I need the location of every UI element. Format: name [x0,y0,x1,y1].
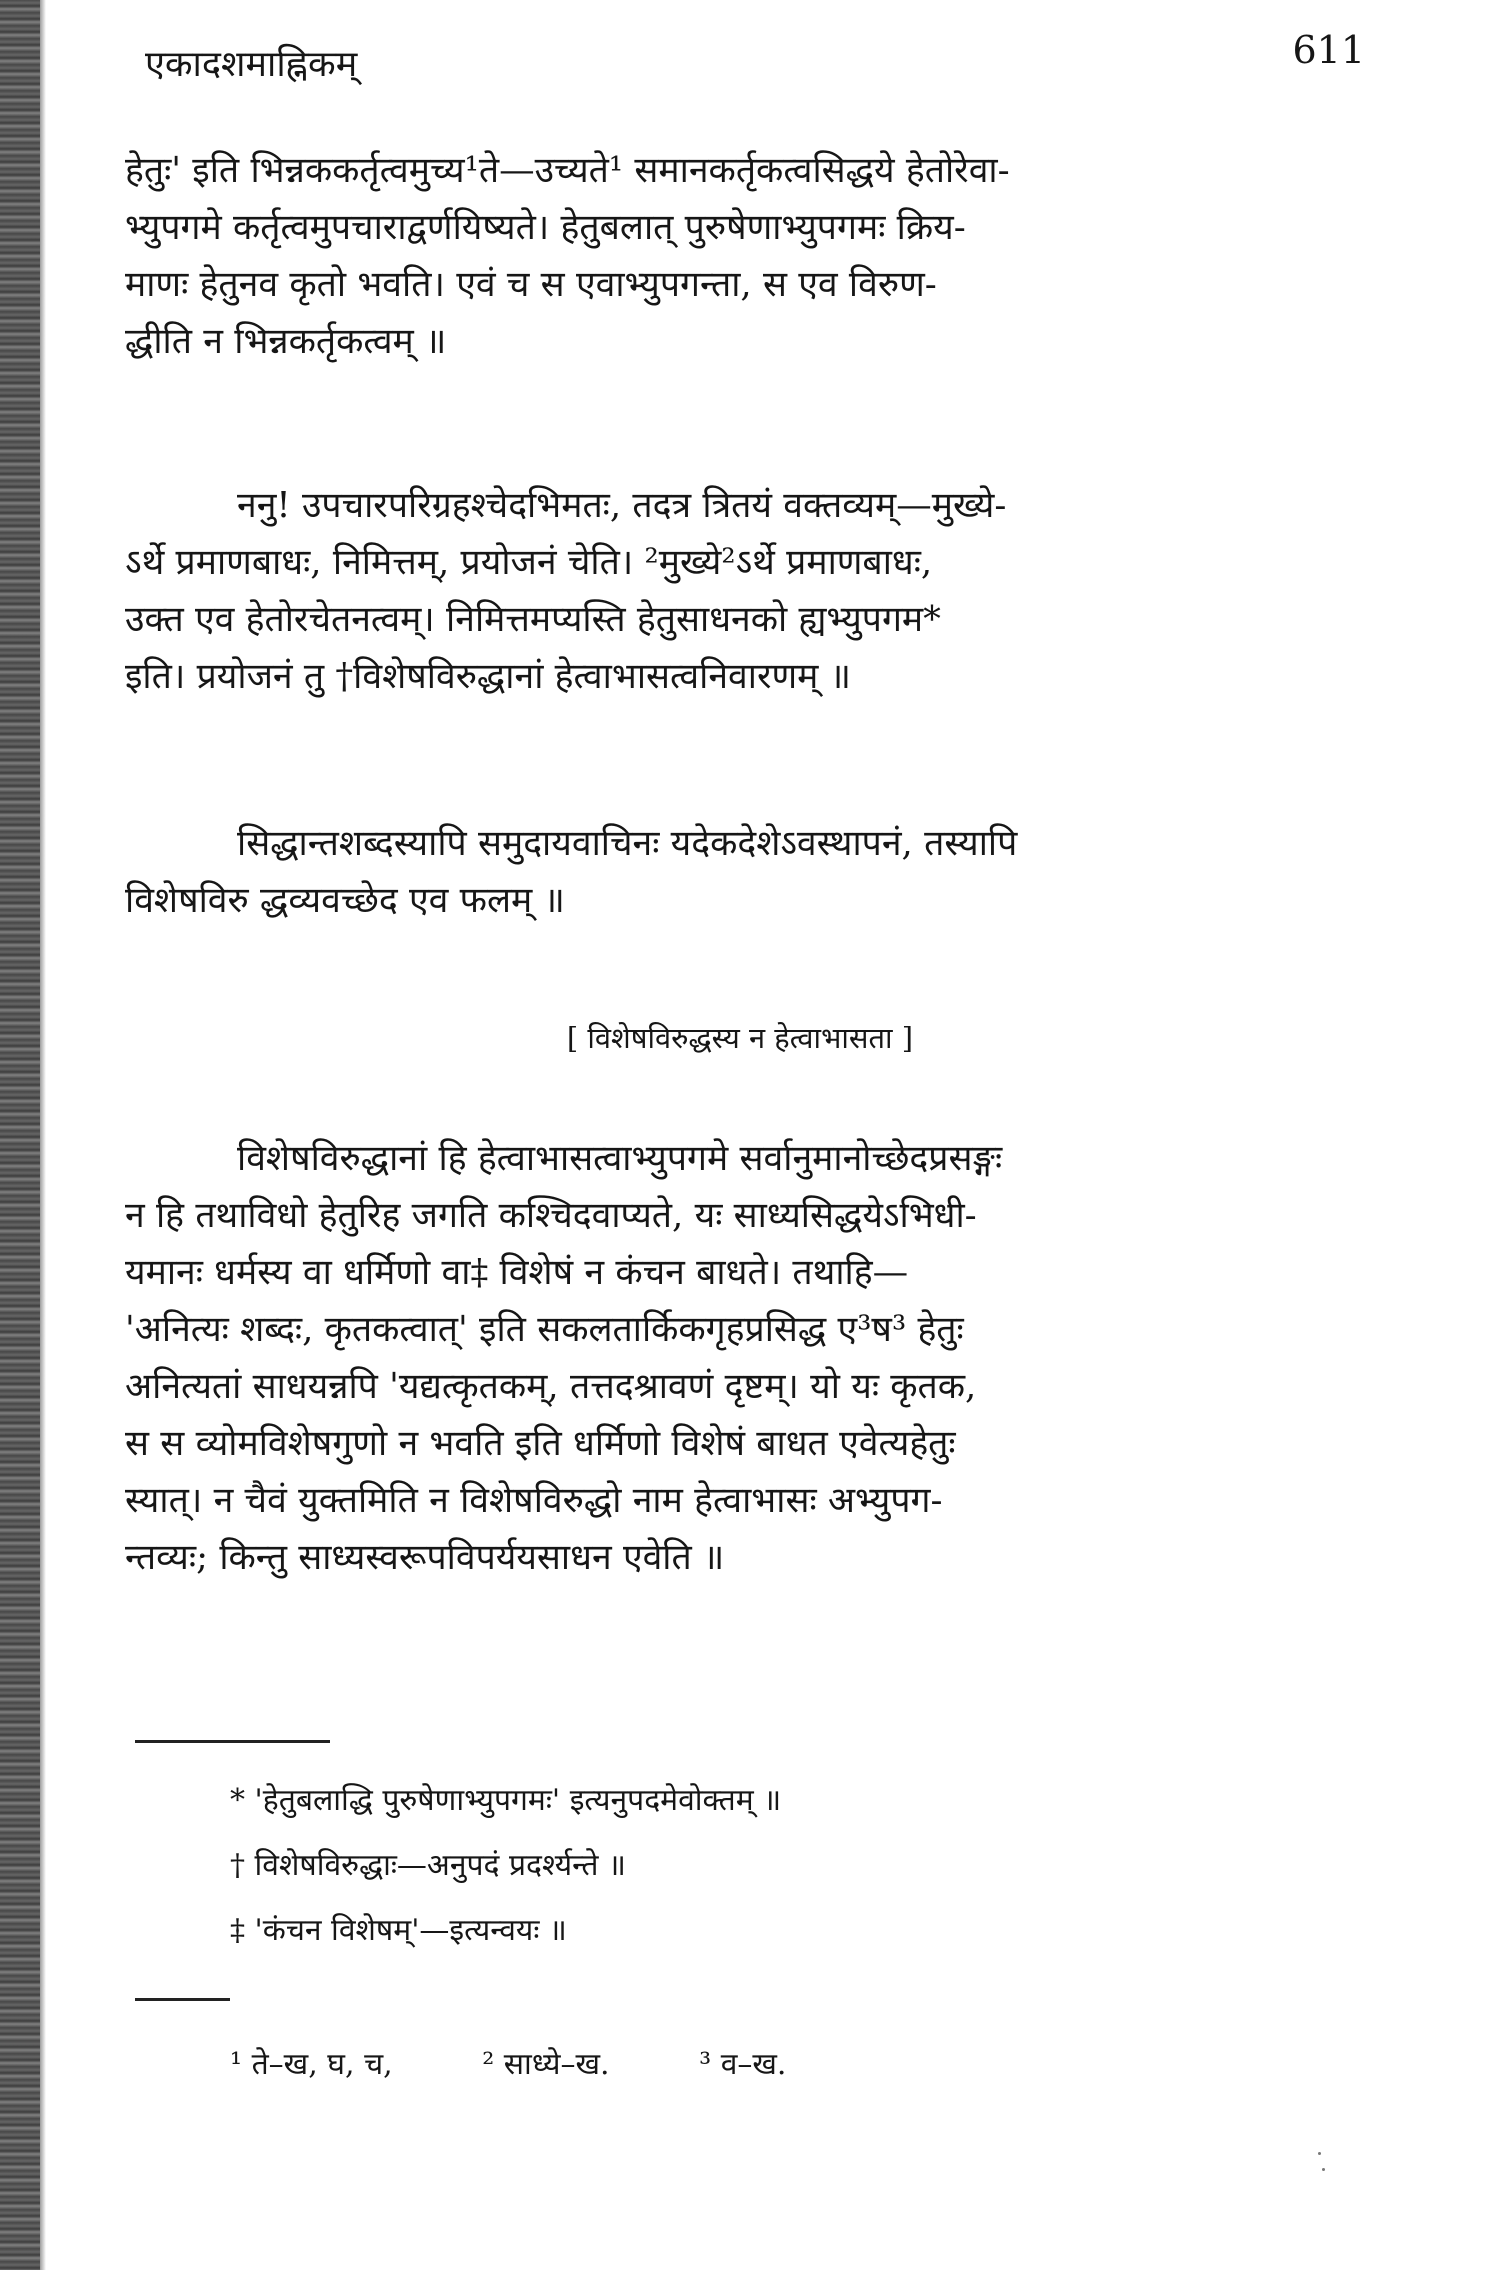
text-line: माणः हेतुनव कृतो भवति। एवं च स एवाभ्युपगन्ता, स एव विरुण- [125,264,937,305]
variant-reading-3: ³ व–ख. [699,2047,787,2082]
text-line: यमानः धर्मस्य वा धर्मिणो वा‡ विशेषं न कंचन बाधते। तथाहि— [125,1252,909,1293]
paragraph-3 [125,815,1355,929]
text-line: सिद्धान्तशब्दस्यापि समुदायवाचिनः यदेकदेशेऽवस्थापनं, तस्यापि [237,823,1018,864]
text-line: विशेषविरु द्धव्यवच्छेद एव फलम् ॥ [125,880,565,921]
paragraph-2 [125,477,1355,705]
text-line: स्यात्। न चैवं युक्तमिति न विशेषविरुद्धो नाम हेत्वाभासः अभ्युपग- [125,1480,943,1521]
text-line: विशेषविरुद्धानां हि हेत्वाभासत्वाभ्युपगमे सर्वानुमानोच्छेदप्रसङ्गः [237,1138,1003,1179]
text-line: भ्युपगमे कर्तृत्वमुपचाराद्वर्णयिष्यते। हेतुबलात् पुरुषेणाभ्युपगमः क्रिय- [125,207,966,248]
variant-rule [135,1998,230,2001]
spine-edge [40,0,46,2270]
footnote-1: * 'हेतुबलाद्धि पुरुषेणाभ्युपगमः' इत्यनुपदमेवोक्तम् ॥ [230,1783,782,1818]
book-spine-shadow [0,0,40,2270]
variant-reading-1: ¹ ते–ख, घ, च, [230,2047,393,2082]
text-line: उक्त एव हेतोरचेतनत्वम्। निमित्तमप्यस्ति हेतुसाधनको ह्यभ्युपगम* [125,599,941,640]
text-line: 'अनित्यः शब्दः, कृतकत्वात्' इति सकलतार्किकगृहप्रसिद्ध ए³ष³ हेतुः [125,1309,964,1350]
section-heading: [ विशेषविरुद्धस्य न हेत्वाभासता ] [566,1021,914,1055]
paper-speck [1322,2168,1325,2171]
text-line: स स व्योमविशेषगुणो न भवति इति धर्मिणो विशेषं बाधत एवेत्यहेतुः [125,1423,956,1464]
text-line: ननु! उपचारपरिग्रहश्चेदभिमतः, तदत्र त्रितयं वक्तव्यम्—मुख्ये- [237,485,1007,526]
variant-reading-2: ² साध्ये–ख. [482,2047,610,2082]
page-number: 611 [1292,28,1365,72]
text-line: द्धीति न भिन्नकर्तृकत्वम् ॥ [125,321,447,362]
footnote-2: † विशेषविरुद्धाः—अनुपदं प्रदर्श्यन्ते ॥ [230,1848,626,1883]
text-line: न हि तथाविधो हेतुरिह जगति कश्चिदवाप्यते, यः साध्यसिद्धयेऽभिधी- [125,1195,977,1236]
paragraph-1 [125,142,1355,370]
text-line: ऽर्थे प्रमाणबाधः, निमित्तम्, प्रयोजनं चेति। ²मुख्ये²ऽर्थे प्रमाणबाधः, [125,542,933,583]
running-title: एकादशमाह्निकम् [145,44,358,85]
text-line: न्तव्यः; किन्तु साध्यस्वरूपविपर्ययसाधन एवेति ॥ [125,1537,725,1578]
footnote-rule [135,1740,330,1743]
footnote-3: ‡ 'कंचन विशेषम्'—इत्यन्वयः ॥ [230,1913,567,1948]
text-line: हेतुः' इति भिन्नककर्तृत्वमुच्य¹ते—उच्यते¹ समानकर्तृकत्वसिद्धये हेतोरेवा- [125,150,1010,191]
paper-speck [1318,2152,1321,2155]
variant-readings [230,2042,866,2083]
text-line: इति। प्रयोजनं तु †विशेषविरुद्धानां हेत्वाभासत्वनिवारणम् ॥ [125,656,851,697]
paragraph-4 [125,1130,1355,1586]
book-page [125,0,1365,2270]
text-line: अनित्यतां साधयन्नपि 'यद्यत्कृतकम्, तत्तदश्रावणं दृष्टम्। यो यः कृतक, [125,1366,977,1407]
